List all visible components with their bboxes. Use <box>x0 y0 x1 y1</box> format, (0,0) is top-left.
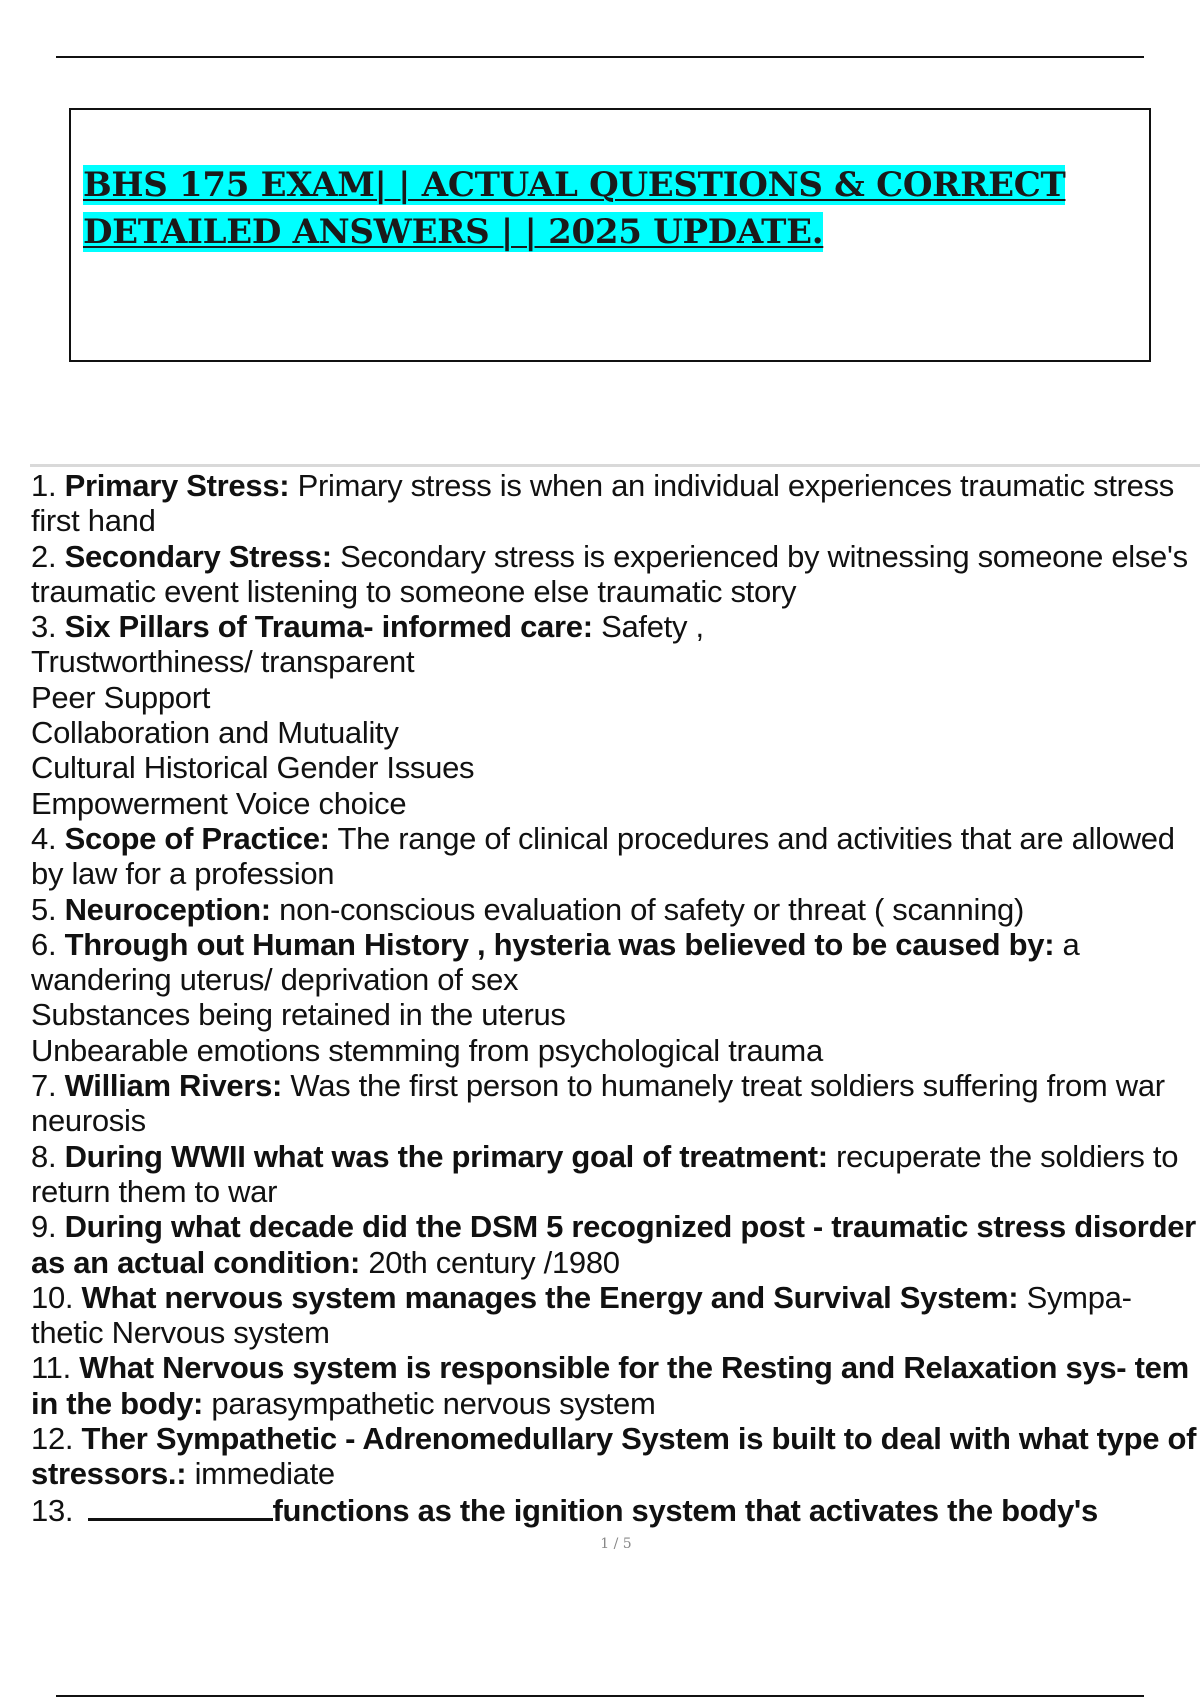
item-number: 2. <box>31 538 57 574</box>
question-list <box>31 468 1200 1528</box>
item-number: 9. <box>31 1209 57 1245</box>
list-item <box>31 1209 1200 1280</box>
item-answer: Secondary stress is experienced by witnessing someone else's traumatic event listening to someone else traumatic story <box>31 538 1188 609</box>
list-item <box>31 1139 1200 1210</box>
item-number: 6. <box>31 926 57 962</box>
item-question: functions as the ignition system that activates the body's <box>272 1492 1098 1528</box>
item-answer-line: Collaboration and Mutuality <box>31 715 399 751</box>
list-item <box>31 927 1200 1068</box>
list-item <box>31 1421 1200 1492</box>
item-answer: 20th century /1980 <box>368 1244 620 1280</box>
item-question: Through out Human History , hysteria was believed to be caused by: <box>64 926 1055 962</box>
item-number: 4. <box>31 820 57 856</box>
list-item <box>31 1350 1200 1421</box>
item-answer: non-conscious evaluation of safety or threat ( scanning) <box>279 891 1024 927</box>
title-line-2: DETAILED ANSWERS | | 2025 UPDATE. <box>83 212 824 252</box>
list-item <box>31 821 1200 892</box>
title-box <box>69 108 1151 362</box>
bottom-rule <box>56 1695 1144 1697</box>
item-answer-line: Empowerment Voice choice <box>31 785 407 821</box>
item-answer: Was the first person to humanely treat soldiers suffering from war neurosis <box>31 1068 1165 1139</box>
item-number: 11. <box>31 1350 71 1386</box>
item-number: 12. <box>31 1421 74 1457</box>
page-indicator: 1 / 5 <box>600 1536 632 1552</box>
item-question: During what decade did the DSM 5 recognized post - traumatic stress disorder as an actual condition: <box>31 1209 1196 1280</box>
title-line-1: BHS 175 EXAM| | ACTUAL QUESTIONS & CORRECT <box>83 165 1066 205</box>
item-answer: Primary stress is when an individual experiences traumatic stress first hand <box>31 468 1175 539</box>
item-answer: parasympathetic nervous system <box>211 1385 656 1421</box>
item-number: 5. <box>31 891 57 927</box>
list-item <box>31 1492 1200 1528</box>
item-number: 3. <box>31 609 57 645</box>
item-question: What nervous system manages the Energy and Survival System: <box>81 1279 1019 1315</box>
item-question: What Nervous system is responsible for the Resting and Relaxation sys- tem in the body: <box>31 1350 1189 1421</box>
item-number: 10. <box>31 1279 74 1315</box>
item-answer-line: Cultural Historical Gender Issues <box>31 750 475 786</box>
top-rule <box>56 56 1144 58</box>
list-item <box>31 539 1200 610</box>
item-answer: recuperate the soldiers to return them to war <box>31 1138 1179 1209</box>
item-question: Neuroception: <box>64 891 271 927</box>
item-answer-line: Trustworthiness/ transparent <box>31 644 415 680</box>
item-number: 8. <box>31 1138 57 1174</box>
item-question: Secondary Stress: <box>64 538 332 574</box>
item-question: During WWII what was the primary goal of treatment: <box>64 1138 828 1174</box>
item-answer: Safety , <box>601 609 704 645</box>
list-item <box>31 468 1200 539</box>
item-number: 13. <box>31 1492 74 1528</box>
item-question: William Rivers: <box>64 1068 283 1104</box>
item-question: Six Pillars of Trauma- informed care: <box>64 609 593 645</box>
list-item <box>31 1280 1200 1351</box>
item-answer: a wandering uterus/ deprivation of sex <box>31 926 1080 998</box>
item-answer: immediate <box>194 1456 335 1492</box>
item-answer: The range of clinical procedures and activities that are allowed by law for a profession <box>31 820 1175 892</box>
item-question: Scope of Practice: <box>64 820 330 856</box>
list-item <box>31 609 1200 821</box>
item-question: Primary Stress: <box>64 468 290 503</box>
fill-in-blank <box>88 1492 273 1521</box>
item-number: 1. <box>31 468 57 503</box>
section-divider <box>30 464 1200 467</box>
item-number: 7. <box>31 1068 57 1104</box>
item-answer-line: Unbearable emotions stemming from psychological trauma <box>31 1032 823 1068</box>
item-answer: Sympa- thetic Nervous system <box>31 1279 1132 1351</box>
item-answer-line: Substances being retained in the uterus <box>31 997 566 1033</box>
list-item <box>31 892 1200 927</box>
item-answer-line: Peer Support <box>31 679 211 715</box>
item-question: Ther Sympathetic - Adrenomedullary System is built to deal with what type of stressors.: <box>31 1421 1197 1492</box>
document-title <box>83 162 1143 256</box>
list-item <box>31 1068 1200 1139</box>
